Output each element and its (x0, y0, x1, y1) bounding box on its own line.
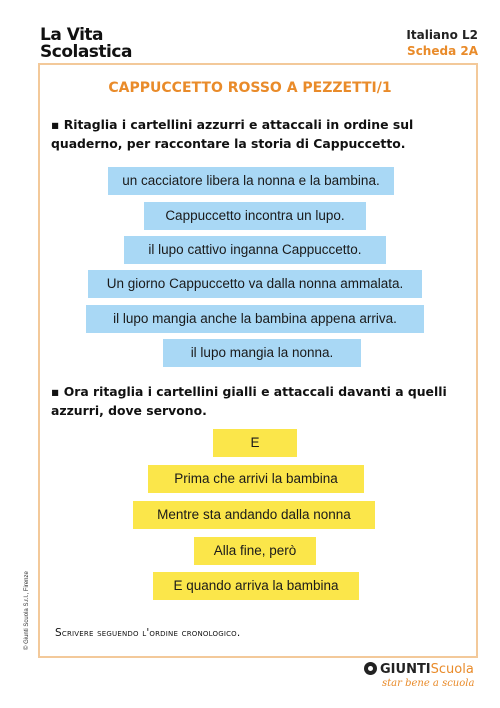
yellow-card-3: Mentre sta andando dalla nonna (133, 501, 375, 529)
yellow-card-4: Alla fine, però (194, 537, 316, 565)
brand-tagline: star bene a scuola (382, 678, 475, 689)
giunti-g-icon (364, 662, 377, 675)
logo-line1: La Vita (40, 25, 104, 45)
page-title: CAPPUCCETTO ROSSO A PEZZETTI/1 (108, 80, 392, 96)
logo-la-vita-scolastica (40, 27, 132, 61)
logo-line2: Scolastica (40, 42, 132, 62)
yellow-card-2: Prima che arrivi la bambina (148, 465, 364, 493)
blue-card-6: il lupo mangia la nonna. (163, 339, 361, 367)
instruction-blue: ▪ Ritaglia i cartellini azzurri e attaccali in ordine sul quaderno, per raccontare la storia di Cappuccetto. (51, 117, 414, 151)
subject-label: Italiano L2 (406, 28, 478, 42)
blue-card-5: il lupo mangia anche la bambina appena arriva. (86, 305, 424, 333)
footer-note: Scrivere seguendo l'ordine cronologico. (55, 627, 241, 639)
blue-card-4: Un giorno Cappuccetto va dalla nonna ammalata. (88, 270, 422, 298)
blue-card-1: un cacciatore libera la nonna e la bambina. (108, 167, 394, 195)
sheet-info (406, 27, 478, 59)
yellow-card-5: E quando arriva la bambina (153, 572, 359, 600)
brand-name-2: Scuola (430, 662, 474, 677)
instruction-yellow: ▪ Ora ritaglia i cartellini gialli e attaccali davanti a quelli azzurri, dove servono. (51, 384, 447, 418)
sheet-label: Scheda 2A (407, 44, 478, 58)
giunti-scuola-logo (364, 662, 482, 689)
yellow-card-1: E (213, 429, 297, 457)
brand-name-1: GIUNTI (380, 662, 431, 677)
blue-card-3: il lupo cattivo inganna Cappuccetto. (124, 236, 386, 264)
copyright-note: © Giunti Scuola S.r.l., Firenze (24, 571, 30, 650)
blue-card-2: Cappuccetto incontra un lupo. (144, 202, 366, 230)
